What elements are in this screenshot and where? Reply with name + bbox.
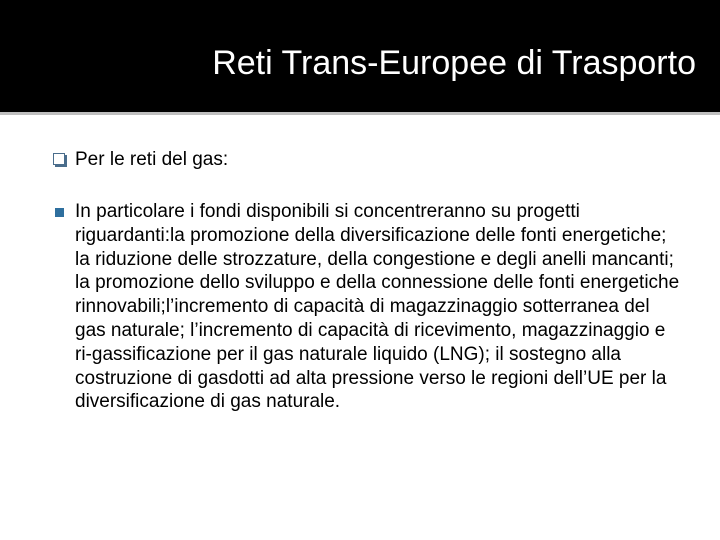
bullet-text: Per le reti del gas: — [75, 149, 229, 170]
checkbox-bullet-icon — [53, 153, 65, 165]
bullet-text: In particolare i fondi disponibili si concentreranno su progetti riguardanti:la promozione della diversificazione delle fonti energetiche; la riduzione delle strozzature, della congestione e degli anelli mancanti; la promozione dello sviluppo e della connessione delle fonti energetiche rinnovabili;l’incremento di capacità di magazzinaggio sotterranea del gas naturale; l’incremento di capacità di ricevimento, magazzinaggio e ri-gassificazione per il gas naturale liquido (LNG); il sostegno alla costruzione di gasdotti ad alta pressione verso le regioni dell’UE per la diversificazione di gas naturale. — [75, 201, 680, 413]
slide-title: Reti Trans-Europee di Trasporto — [212, 44, 696, 82]
title-divider — [0, 112, 720, 115]
square-bullet-icon — [55, 208, 64, 217]
title-bar — [0, 0, 720, 112]
